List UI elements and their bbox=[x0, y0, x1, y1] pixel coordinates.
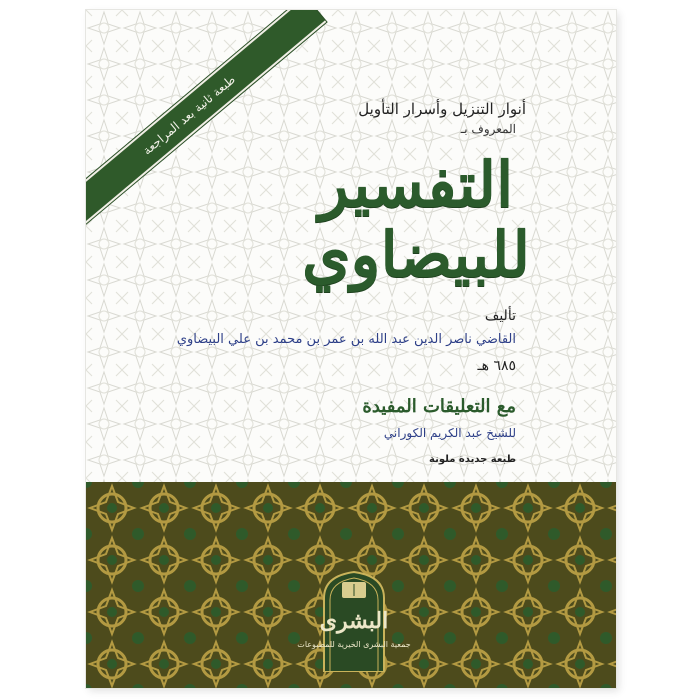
publisher-line: جمعية البشرى الخيرية للمطبوعات bbox=[297, 640, 411, 649]
commentary-title: مع التعليقات المفيدة bbox=[362, 396, 516, 417]
commentator-name: للشيخ عبد الكريم الكوراني bbox=[383, 426, 516, 440]
author-name: القاضي ناصر الدين عبد الله بن عمر بن محمد بن علي البيضاوي bbox=[176, 332, 516, 347]
main-title: التفسير للبيضاوي bbox=[302, 148, 530, 291]
sash-text: طبعة ثانية بعد المراجعة bbox=[139, 72, 239, 158]
subtitle-line-1: أنوار التنزيل وأسرار التأويل bbox=[358, 100, 526, 118]
book-cover bbox=[86, 10, 616, 688]
subtitle-line-2: المعروف بـ bbox=[460, 122, 516, 136]
death-year: ٦٨٥ هـ bbox=[477, 358, 516, 374]
author-label: تأليف bbox=[484, 308, 516, 324]
publisher-logo-text: البشرى bbox=[319, 608, 389, 634]
edition-note: طبعة جديدة ملونة bbox=[429, 454, 516, 465]
